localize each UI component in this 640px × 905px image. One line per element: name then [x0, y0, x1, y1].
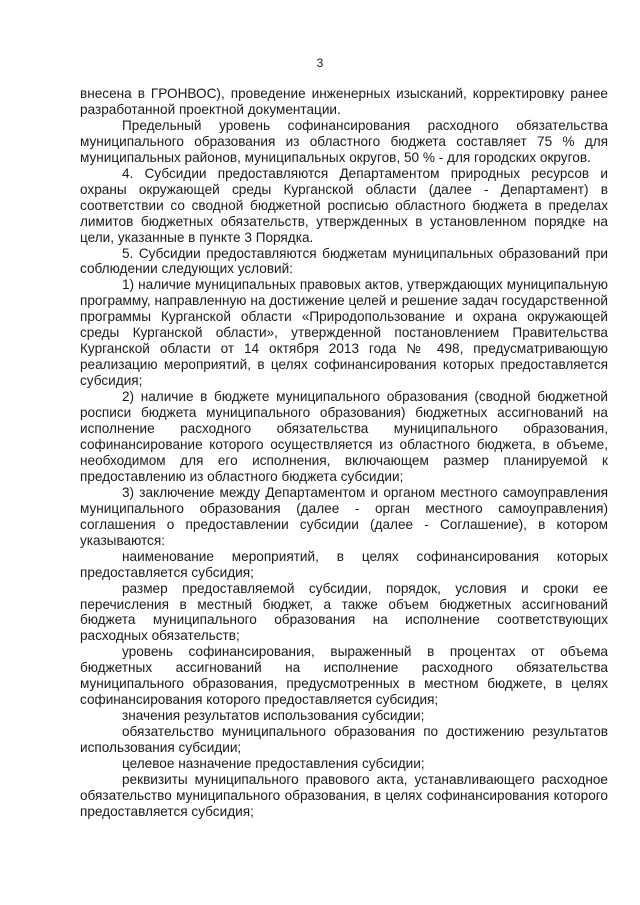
page-number: 3 [316, 56, 324, 70]
paragraph-agreement-amount: размер предоставляемой субсидии, порядок, условия и сроки ее перечисления в местный бюджет, а также объем бюджетных ассигнований бюджета муниципального образования на исполнение соответствующих расходных обязательств; [80, 580, 608, 644]
paragraph-agreement-requisites: реквизиты муниципального правового акта, устанавливающего расходное обязательство муниципального образования, в целях софинансирования которого предоставляется субсидия; [80, 771, 608, 819]
paragraph-cofinancing-level: Предельный уровень софинансирования расходного обязательства муниципального образования из областного бюджета составляет 75 % для муниципальных районов, муниципальных округов, 50 % - для городских округов. [80, 117, 608, 165]
paragraph-agreement-level: уровень софинансирования, выраженный в процентах от объема бюджетных ассигнований на исполнение расходного обязательства муниципального образования, предусмотренных в местном бюджете, в целях софинансирования которого предоставляется субсидия; [80, 644, 608, 708]
paragraph-agreement-obligation: обязательство муниципального образования по достижению результатов использования субсидии; [80, 724, 608, 756]
paragraph-condition-3: 3) заключение между Департаментом и органом местного самоуправления муниципального образования (далее - орган местного самоуправления) соглашения о предоставлении субсидии (далее - Соглашение), в котором указываются: [80, 484, 608, 548]
paragraph-agreement-purpose: целевое назначение предоставления субсидии; [122, 756, 425, 772]
paragraph-condition-1: 1) наличие муниципальных правовых актов, утверждающих муниципальную программу, направленную на достижение целей и решение задач государственной программы Курганской области «Природопользование и охрана окружающей среды Курганской области», утвержденной постановлением Правительства Курганской области от 14 октября 2013 года № 498, предусматривающую реализацию мероприятий, в целях софинансирования которых предоставляется субсидия; [80, 277, 608, 389]
paragraph-continuation: внесена в ГРОНВОС), проведение инженерных изысканий, корректировку ранее разработанной проектной документации. [80, 86, 608, 117]
document-body [80, 86, 608, 820]
paragraph-agreement-events: наименование мероприятий, в целях софинансирования которых предоставляется субсидия; [80, 548, 608, 580]
paragraph-condition-2: 2) наличие в бюджете муниципального образования (сводной бюджетной росписи бюджета муниципального образования) бюджетных ассигнований на исполнение расходного обязательства муниципального образования, софинансирование которого осуществляется из областного бюджета, в объеме, необходимом для его исполнения, включающем размер планируемой к предоставлению из областного бюджета субсидии; [80, 389, 608, 484]
paragraph-item-4: 4. Субсидии предоставляются Департаментом природных ресурсов и охраны окружающей среды Курганской области (далее - Департамент) в соответствии со сводной бюджетной росписью областного бюджета в пределах лимитов бюджетных обязательств, утвержденных в установленном порядке на цели, указанные в пункте 3 Порядка. [80, 165, 608, 245]
paragraph-agreement-results: значения результатов использования субсидии; [122, 708, 425, 724]
paragraph-item-5: 5. Субсидии предоставляются бюджетам муниципальных образований при соблюдении следующих условий: [80, 245, 608, 277]
